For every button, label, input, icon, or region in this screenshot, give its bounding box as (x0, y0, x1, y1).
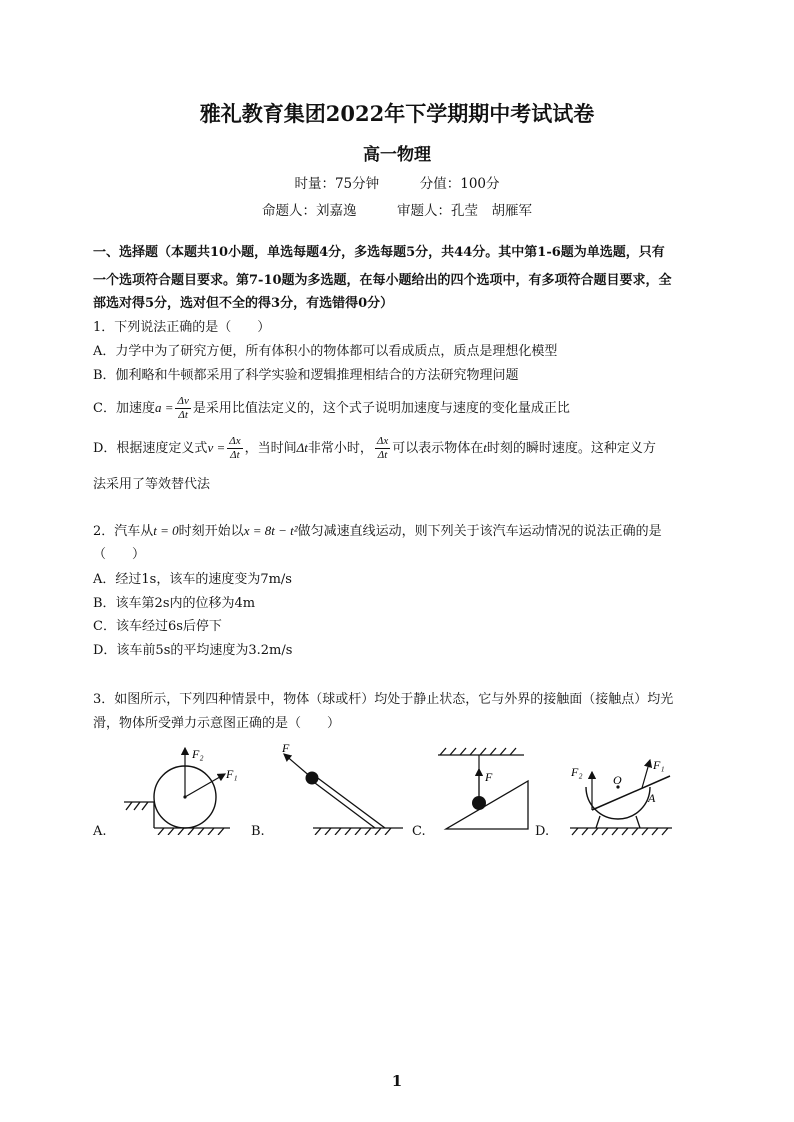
exam-title: 雅礼教育集团2022年下学期期中考试试卷 (199, 101, 595, 126)
q3-label-b: B. (251, 824, 265, 839)
figure-d-bowl (586, 787, 650, 819)
q3-label-d: D. (535, 824, 550, 839)
q2-stem-suffix: 做匀减速直线运动，则下列关于该汽车运动情况的说法正确的是 (297, 524, 662, 539)
figure-d-f1-arrow (642, 760, 650, 788)
figure-a-f2-label: F₂ (192, 747, 204, 761)
q3-stem-line-2: 滑，物体所受弹力示意图正确的是（ ） (93, 716, 341, 731)
figure-a-f1-label: F₁ (226, 767, 238, 781)
section-heading-line-1: 一、选择题（本题共10小题，单选每题4分，多选每题5分，共44分。其中第1-6题为单选题，只有 (93, 245, 665, 260)
q3-figure-c (432, 745, 532, 835)
q1-option-b: B．伽利略和牛顿都采用了科学实验和逻辑推理相结合的方法研究物理问题 (93, 368, 519, 383)
q1-d-delta-t: Δt (296, 440, 308, 455)
figure-d-rod (592, 776, 670, 810)
q1-option-a: A．力学中为了研究方便，所有体积小的物体都可以看成质点，质点是理想化模型 (93, 344, 558, 359)
q1-d-mid-4: 时刻的瞬时速度。这种定义方 (486, 441, 656, 456)
author-info-line (0, 199, 794, 219)
author-label: 命题人：刘嘉逸 (261, 203, 357, 219)
subject-title: 高一物理 (363, 145, 431, 165)
q1-d-numerator: Δx (229, 435, 241, 447)
q2-t0: t = 0 (153, 523, 179, 538)
q1-option-c (93, 390, 570, 427)
q1-option-d (93, 430, 656, 467)
figure-c-incline (446, 781, 528, 829)
q3-figure-b (275, 740, 405, 835)
exam-info-line (0, 172, 794, 192)
q3-label-a: A. (93, 824, 107, 839)
figure-d-f2-label: F₂ (571, 765, 583, 779)
figure-b-rod (311, 776, 385, 828)
figure-b-f-arrow (284, 754, 312, 778)
q1-c-denominator: Δt (178, 409, 188, 421)
q1-d-denominator: Δt (230, 449, 240, 461)
score-label: 分值：100分 (419, 176, 500, 192)
q1-d-denominator-2: Δt (377, 449, 388, 461)
q1-c-prefix: C．加速度 (93, 401, 155, 416)
figure-d-ground (570, 828, 672, 835)
figure-b-f-label: F (282, 741, 290, 755)
q2-option-a: A．经过1s，该车的速度变为7m/s (93, 572, 292, 587)
figure-a-f1-arrow (185, 774, 225, 797)
figure-d-o-label: O (613, 773, 622, 787)
q2-equation: x = 8t − t² (243, 523, 298, 538)
q3-stem-line-1: 3．如图所示，下列四种情景中，物体（球或杆）均处于静止状态，它与外界的接触面（接触点）均光 (93, 692, 674, 707)
q2-stem-paren: （ ） (93, 547, 146, 562)
q3-label-c: C. (412, 824, 426, 839)
figure-b-ground (313, 828, 403, 835)
figure-d-a-label: A (648, 791, 656, 805)
q1-d-mid-2: 非常小时， (307, 441, 373, 456)
q1-d-numerator-2: Δx (376, 435, 389, 447)
time-label: 时量：75分钟 (294, 176, 380, 192)
q1-d-mid-1: ，当时间 (244, 441, 297, 456)
q3-figure-a (118, 740, 238, 835)
q2-stem-prefix: 2．汽车从 (93, 524, 154, 539)
section-heading-line-2: 一个选项符合题目要求。第7-10题为多选题，在每小题给出的四个选项中，有多项符合题目要求，全 (93, 273, 672, 288)
q2-stem (93, 521, 662, 542)
q2-option-c: C．该车经过6s后停下 (93, 619, 222, 634)
q1-d-mid-3: 可以表示物体在 (392, 441, 484, 456)
figure-c-f-label: F (485, 770, 493, 784)
page-number: 1 (391, 1072, 403, 1090)
figure-d-f1-label: F₁ (653, 758, 665, 772)
q1-option-d-line-2: 法采用了等效替代法 (93, 477, 211, 492)
q2-stem-mid: 时刻开始以 (178, 524, 244, 539)
q1-d-t: t (483, 440, 487, 455)
q1-stem: 1．下列说法正确的是（ ） (93, 320, 271, 335)
q1-c-fraction (175, 395, 190, 422)
q1-c-suffix: 是采用比值法定义的，这个式子说明加速度与速度的变化量成正比 (192, 401, 570, 416)
q1-d-variable: v = (207, 440, 226, 455)
q2-option-d: D．该车前5s的平均速度为3.2m/s (93, 643, 293, 658)
q1-d-prefix: D．根据速度定义式 (93, 441, 208, 456)
q1-c-numerator: Δv (177, 395, 189, 407)
q1-d-fraction (227, 435, 242, 462)
q2-option-b: B．该车第2s内的位移为4m (93, 596, 256, 611)
q1-d-fraction-2 (375, 435, 390, 462)
q3-figure-d (560, 742, 690, 837)
section-heading-line-3: 部选对得5分，选对但不全的得3分，有选错得0分） (93, 296, 394, 311)
reviewer-label: 审题人：孔莹 胡雁军 (397, 203, 533, 219)
figure-c-ceiling (438, 748, 524, 755)
q1-c-variable: a = (154, 400, 174, 415)
